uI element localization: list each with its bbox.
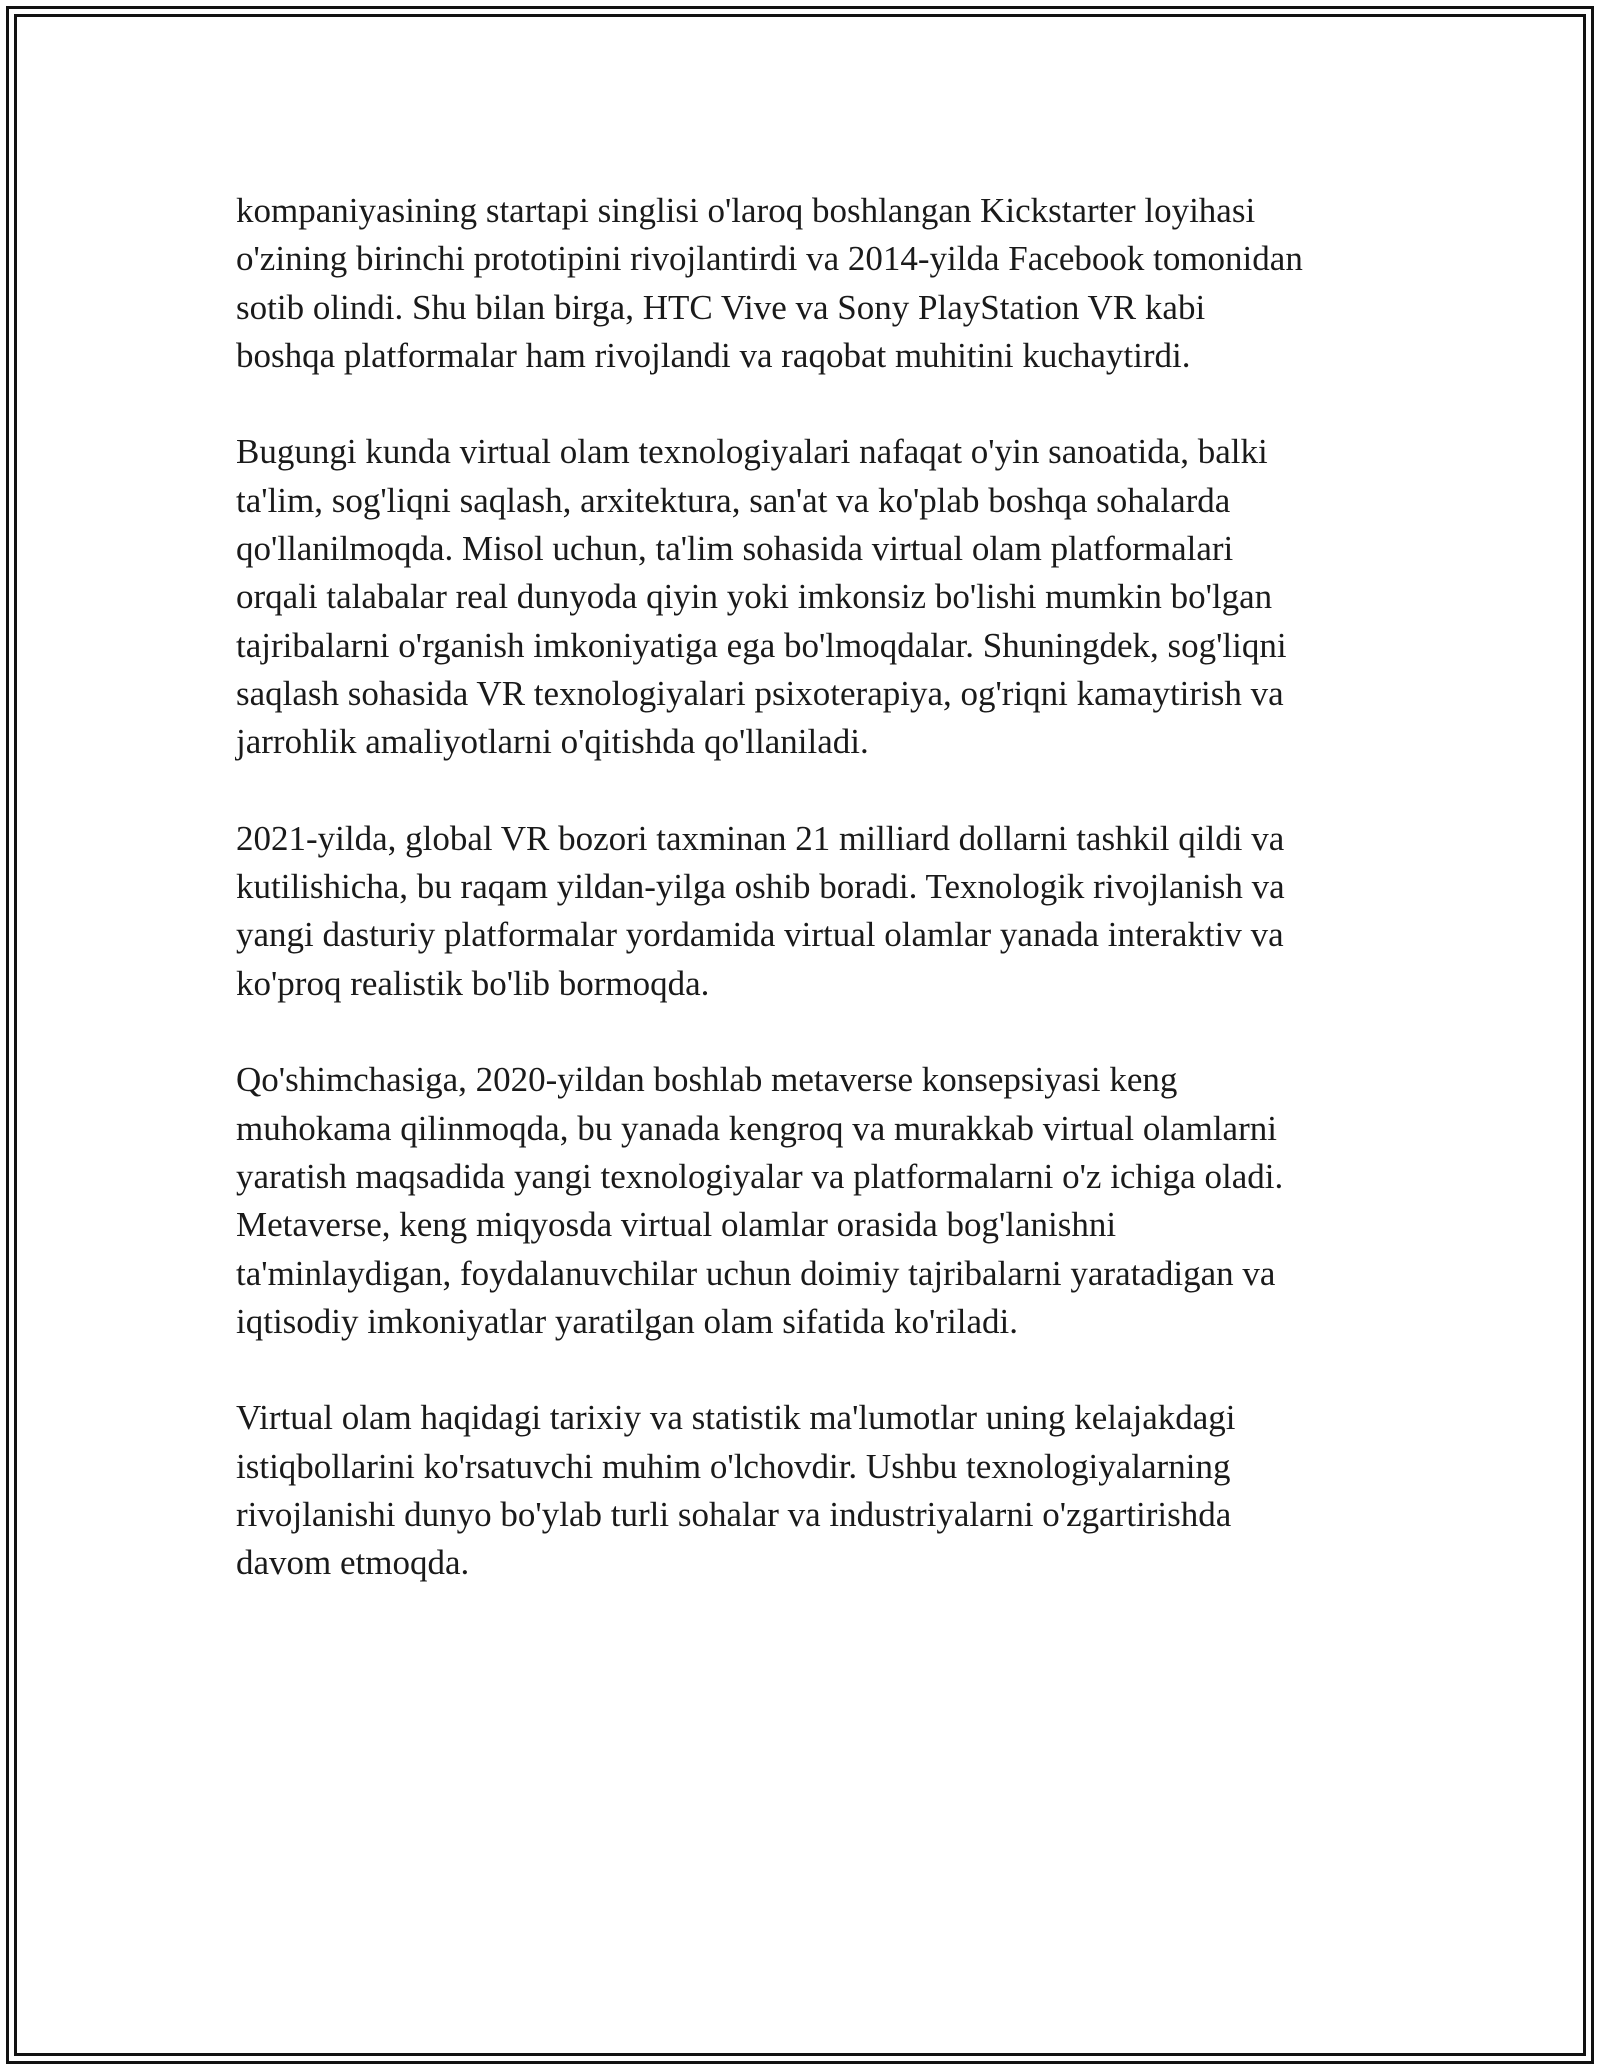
text-line: rivojlanishi dunyo bo'ylab turli sohalar va industriyalarni o'zgartirishda xyxy=(236,1495,1232,1535)
text-line: sotib olindi. Shu bilan birga, HTC Vive va Sony PlayStation VR kabi xyxy=(236,287,1206,327)
text-line: orqali talabalar real dunyoda qiyin yoki imkonsiz bo'lishi mumkin bo'lgan xyxy=(236,577,1273,617)
document-body xyxy=(236,187,1366,1636)
paragraph-5 xyxy=(236,1394,1366,1587)
text-line: yaratish maqsadida yangi texnologiyalar va platformalarni o'z ichiga oladi. xyxy=(236,1156,1284,1196)
text-line: tajribalarni o'rganish imkoniyatiga ega bo'lmoqdalar. Shuningdek, sog'liqni xyxy=(236,625,1287,665)
text-line: qo'llanilmoqda. Misol uchun, ta'lim sohasida virtual olam platformalari xyxy=(236,529,1234,569)
text-line: jarrohlik amaliyotlarni o'qitishda qo'llaniladi. xyxy=(236,722,869,762)
text-line: ta'lim, sog'liqni saqlash, arxitektura, san'at va ko'plab boshqa sohalarda xyxy=(236,480,1231,520)
paragraph-1 xyxy=(236,187,1366,380)
text-line: davom etmoqda. xyxy=(236,1543,470,1583)
text-line: o'zining birinchi prototipini rivojlantirdi va 2014-yilda Facebook tomonidan xyxy=(236,239,1303,279)
text-line: saqlash sohasida VR texnologiyalari psixoterapiya, og'riqni kamaytirish va xyxy=(236,673,1284,713)
text-line: istiqbollarini ko'rsatuvchi muhim o'lchovdir. Ushbu texnologiyalarning xyxy=(236,1446,1231,1486)
text-line: ta'minlaydigan, foydalanuvchilar uchun doimiy tajribalarni yaratadigan va xyxy=(236,1253,1276,1293)
text-line: kutilishicha, bu raqam yildan-yilga oshib boradi. Texnologik rivojlanish va xyxy=(236,867,1285,907)
text-line: muhokama qilinmoqda, bu yanada kengroq va murakkab virtual olamlarni xyxy=(236,1108,1277,1148)
text-line: ko'proq realistik bo'lib bormoqda. xyxy=(236,963,710,1003)
paragraph-4 xyxy=(236,1056,1366,1346)
text-line: Bugungi kunda virtual olam texnologiyalari nafaqat o'yin sanoatida, balki xyxy=(236,432,1268,472)
text-line: 2021-yilda, global VR bozori taxminan 21 milliard dollarni tashkil qildi va xyxy=(236,818,1285,858)
paragraph-2 xyxy=(236,428,1366,766)
paragraph-3 xyxy=(236,815,1366,1008)
text-line: yangi dasturiy platformalar yordamida virtual olamlar yanada interaktiv va xyxy=(236,915,1284,955)
text-line: kompaniyasining startapi singlisi o'laroq boshlangan Kickstarter loyihasi xyxy=(236,191,1256,230)
text-line: Virtual olam haqidagi tarixiy va statistik ma'lumotlar uning kelajakdagi xyxy=(236,1398,1236,1438)
text-line: boshqa platformalar ham rivojlandi va raqobat muhitini kuchaytirdi. xyxy=(236,335,1191,375)
text-line: Metaverse, keng miqyosda virtual olamlar orasida bog'lanishni xyxy=(236,1205,1117,1245)
text-line: Qo'shimchasiga, 2020-yildan boshlab metaverse konsepsiyasi keng xyxy=(236,1060,1178,1100)
text-line: iqtisodiy imkoniyatlar yaratilgan olam sifatida ko'riladi. xyxy=(236,1301,1018,1341)
